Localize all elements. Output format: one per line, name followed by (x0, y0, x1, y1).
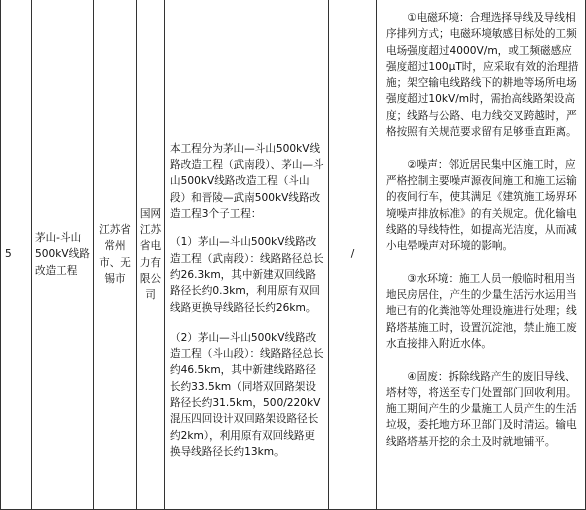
measure-water: ③水环境：施工人员一般临时租用当地民房居住，产生的少量生活污水运用当地已有的化粪池等处理设施进行处理；线路塔基施工时，设置沉淀池，禁止施工废水直接排入附近水体。 (386, 272, 577, 350)
project-name: 茅山-斗山500kV线路改造工程 (35, 232, 90, 277)
row-index-cell (1, 0, 32, 510)
slash-mark: / (350, 248, 355, 261)
organization: 国网江苏省电力有限公司 (139, 207, 162, 302)
content-sub-project-1: （1）茅山—斗山500kV线路改造工程（武南段）：线路路径总长约26.3km，其中新建双回线路路径长约0.3km，利用原有双回线路更换导线路径长约26km。 (170, 236, 324, 314)
project-content-cell (165, 0, 329, 510)
measures-cell (377, 0, 586, 510)
location: 江苏省常州市、无锡市 (99, 223, 131, 285)
measure-electromagnetic: ①电磁环境：合理选择导线及导线相序排列方式；电磁环境敏感目标处的工频电场强度超过4000V/m，或工频磁感应强度超过100μT时，应采取有效的治理措施；架空输电线路线下的耕地等场所电场强度超过10kV/m时，需抬高线路架设高度；线路与公路、电力线交叉跨越时，严格按照有关规范要求留有足够垂直距离。 (386, 12, 579, 139)
measure-solid-waste: ④固废：拆除线路产生的废旧导线、塔材等，将送至专门处置部门回收利用。施工期间产生的少量施工人员产生的生活垃圾，委托地方环卫部门及时清运。输电线路塔基开挖的余土及时就地铺平。 (386, 370, 577, 448)
location-cell (94, 0, 137, 510)
table-row (1, 0, 586, 510)
organization-cell (137, 0, 165, 510)
row-index: 5 (5, 248, 12, 261)
project-name-cell (32, 0, 94, 510)
measure-noise: ②噪声：邻近居民集中区施工时，应严格控制主要噪声源夜间施工和施工运输的夜间行车，使其满足《建筑施工场界环境噪声排放标准》的有关规定。优化输电线路的导线特性，如提高光洁度，从而减小电晕噪声对环境的影响。 (386, 158, 577, 253)
content-sub-project-2: （2）茅山—斗山500kV线路改造工程（斗山段）：线路路径总长约46.5km，其中新建线路路径长约33.5km（同塔双回路架设路径长约31.5km，500/220kV混压四回设计双回路架设路径长约2km），利用原有双回线路更换导线路径长约13km。 (170, 331, 324, 458)
content-intro: 本工程分为茅山—斗山500kV线路改造工程（武南段）、茅山—斗山500kV线路改造工程（斗山段）和晋陵—武南500kV线路改造工程3个子工程： (170, 142, 324, 221)
slash-cell (329, 0, 377, 510)
